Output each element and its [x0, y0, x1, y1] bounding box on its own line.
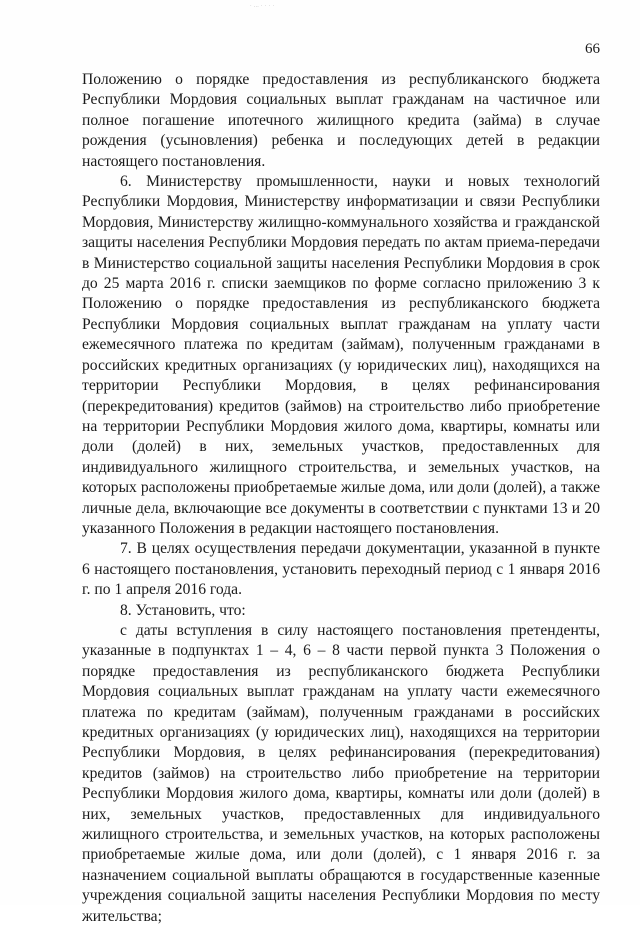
page-number: 66	[585, 41, 600, 57]
paragraph-continuation: Положению о порядке предоставления из республиканского бюджета Республики Мордовия социальных выплат гражданам на частичное или полное погашение ипотечного жилищного кредита (займа) в случае рождения (усыновления) ребенка и последующих детей в редакции настоящего постановления.	[82, 71, 600, 170]
paragraph-item-8: 8. Установить, что:	[120, 601, 246, 619]
scan-header-text: · ... · · · ·	[250, 4, 275, 9]
paragraph-item-7: 7. В целях осуществления передачи документации, указанной в пункте 6 настоящего постановления, установить переходный период с 1 января 2016 г. по 1 апреля 2016 года.	[82, 540, 600, 599]
paragraph-item-8-clause: с даты вступления в силу настоящего постановления претенденты, указанные в подпунктах 1 – 4, 6 – 8 части первой пункта 3 Положения о порядке предоставления из республиканского бюджета Республики Мордовия социальных выплат гражданам на уплату части ежемесячного платежа по кредитам (займам), полученным гражданами в российских кредитных организациях (у юридических лиц), находящихся на территории Республики Мордовия, в целях рефинансирования (перекредитования) кредитов (займов) на строительство либо приобретение на территории Республики Мордовия жилого дома, квартиры, комнаты или доли (долей) в них, земельных участков, предоставленных для индивидуального жилищного строительства, и земельных участков, на которых расположены приобретаемые жилые дома, или доли (долей), с 1 января 2016 г. за назначением социальной выплаты обращаются в государственные казенные учреждения социальной защиты населения Республики Мордовия по месту жительства;	[82, 621, 600, 925]
document-body	[82, 70, 600, 927]
paragraph-item-6: 6. Министерству промышленности, науки и новых технологий Республики Мордовия, Министерству информатизации и связи Республики Мордовия, Министерству жилищно-коммунального хозяйства и гражданской защиты населения Республики Мордовия передать по актам приема-передачи в Министерство социальной защиты населения Республики Мордовия в срок до 25 марта 2016 г. списки заемщиков по форме согласно приложению 3 к Положению о порядке предоставления из республиканского бюджета Республики Мордовия социальных выплат гражданам на уплату части ежемесячного платежа по кредитам (займам), полученным гражданами в российских кредитных организациях (у юридических лиц), находящихся на территории Республики Мордовия, в целях рефинансирования (перекредитования) кредитов (займов) на строительство либо приобретение на территории Республики Мордовия жилого дома, квартиры, комнаты или доли (долей) в них, земельных участков, предоставленных для индивидуального жилищного строительства, и земельных участков, на которых расположены приобретаемые жилые дома, или доли (долей), а также личные дела, включающие все документы в соответствии с пунктами 13 и 20 указанного Положения в редакции настоящего постановления.	[82, 173, 600, 537]
